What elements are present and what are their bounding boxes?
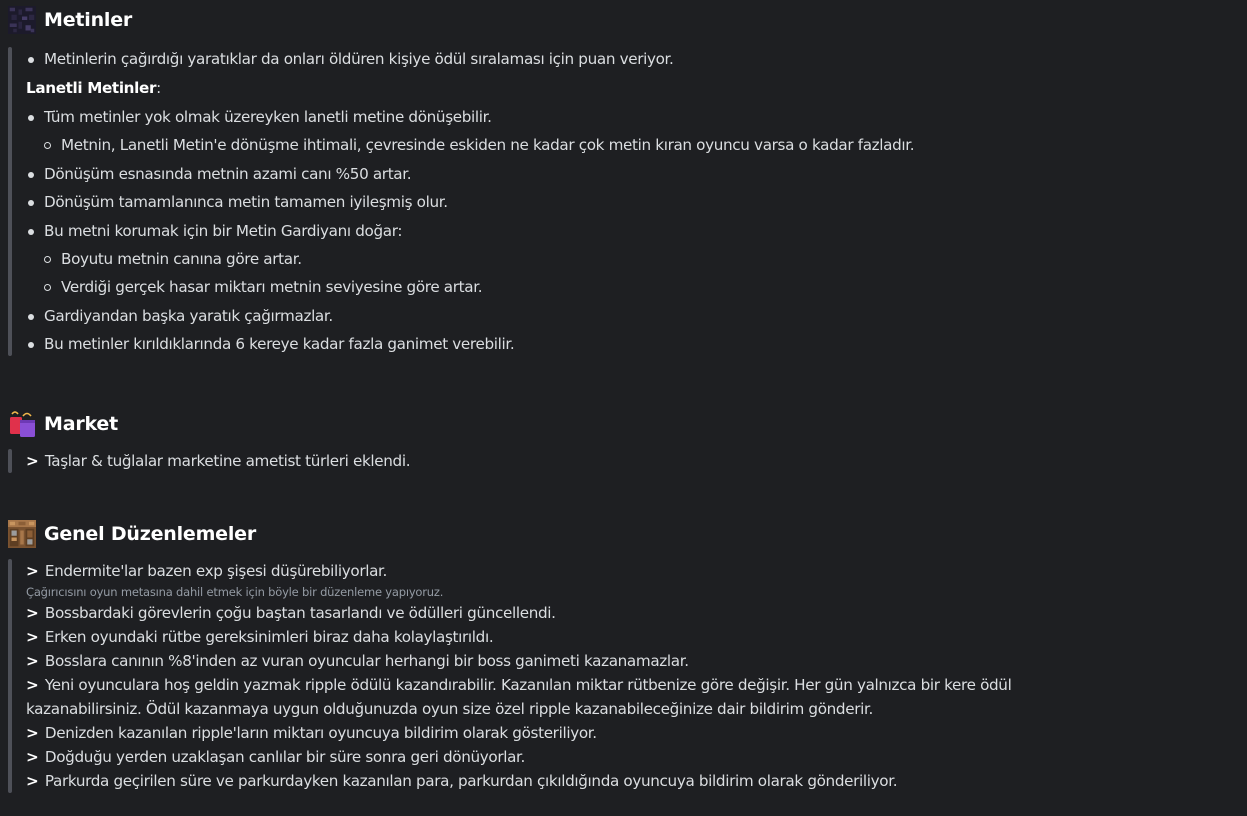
quote-marker: > xyxy=(26,652,39,670)
list-item: Metinlerin çağırdığı yaratıklar da onları öldüren kişiye ödül sıralaması için puan veriyor. xyxy=(26,47,1238,71)
quote-marker: > xyxy=(26,748,39,766)
quote-line xyxy=(26,649,1238,673)
list-item: Dönüşüm esnasında metnin azami canı %50 artar. xyxy=(26,162,1238,186)
subtext-note: Çağırıcısını oyun metasına dahil etmek için böyle bir düzenleme yapıyoruz. xyxy=(26,585,444,599)
section-heading xyxy=(8,6,1238,34)
quote-line xyxy=(26,721,1238,745)
quote-marker: > xyxy=(26,676,39,694)
quote-line xyxy=(26,559,1238,583)
sub-list-item: Boyutu metnin canına göre artar. xyxy=(26,247,1238,271)
line-text: Erken oyundaki rütbe gereksinimleri biraz daha kolaylaştırıldı. xyxy=(44,628,494,646)
section-genel-duzenlemeler xyxy=(8,520,1238,793)
section-title: Metinler xyxy=(44,9,133,31)
quote-line xyxy=(26,601,1238,625)
line-text: Bosslara canının %8'inden az vuran oyuncular herhangi bir boss ganimeti kazanamazlar. xyxy=(44,652,689,670)
section-metinler xyxy=(8,6,1238,356)
line-text: Denizden kazanılan ripple'ların miktarı oyuncuya bildirim olarak gösteriliyor. xyxy=(44,724,597,742)
quote-marker: > xyxy=(26,628,39,646)
line-text: Doğduğu yerden uzaklaşan canlılar bir süre sonra geri dönüyorlar. xyxy=(44,748,526,766)
quote-line xyxy=(26,673,1026,721)
section-title: Market xyxy=(44,413,118,435)
line-text: Parkurda geçirilen süre ve parkurdayken kazanılan para, parkurdan çıkıldığında oyuncuya bildirim olarak gönderiliyor. xyxy=(44,772,898,790)
shopping-bags-icon xyxy=(8,410,36,438)
sub-list-item: Metnin, Lanetli Metin'e dönüşme ihtimali, çevresinde eskiden ne kadar çok metin kıran oyuncu varsa o kadar fazladır. xyxy=(26,133,1238,157)
quote-marker: > xyxy=(26,772,39,790)
quote-line xyxy=(26,745,1238,769)
line-text: Yeni oyunculara hoş geldin yazmak ripple ödülü kazandırabilir. Kazanılan miktar rütbenize göre değişir. Her gün yalnızca bir kere ödül kazanabilirsiniz. Ödül kazanmaya uygun olduğunuzda oyun size özel ripple kazanabileceğinize dair bildirim gönderir. xyxy=(26,676,1012,718)
blockquote xyxy=(8,559,1238,793)
quote-marker: > xyxy=(26,724,39,742)
subheading xyxy=(26,76,1238,100)
list-item: Dönüşüm tamamlanınca metin tamamen iyileşmiş olur. xyxy=(26,190,1238,214)
line-text: Taşlar & tuğlalar marketine ametist türleri eklendi. xyxy=(44,452,411,470)
list-item: Tüm metinler yok olmak üzereyken lanetli metine dönüşebilir. xyxy=(26,105,1238,129)
quote-line xyxy=(26,769,1238,793)
line-text: Bossbardaki görevlerin çoğu baştan tasarlandı ve ödülleri güncellendi. xyxy=(44,604,556,622)
blockquote xyxy=(8,449,1238,473)
quote-marker: > xyxy=(26,562,39,580)
crafting-table-icon xyxy=(8,520,36,548)
subheading-bold: Lanetli Metinler xyxy=(26,79,157,97)
list-item: Gardiyandan başka yaratık çağırmazlar. xyxy=(26,304,1238,328)
subheading-colon: : xyxy=(156,79,161,97)
quote-line xyxy=(26,625,1238,649)
section-heading xyxy=(8,520,1238,548)
list-item: Bu metinler kırıldıklarında 6 kereye kadar fazla ganimet verebilir. xyxy=(26,332,1238,356)
section-heading xyxy=(8,410,1238,438)
quote-marker: > xyxy=(26,604,39,622)
sub-list-item: Verdiği gerçek hasar miktarı metnin seviyesine göre artar. xyxy=(26,275,1238,299)
section-market xyxy=(8,410,1238,473)
section-title: Genel Düzenlemeler xyxy=(44,523,257,545)
quote-marker: > xyxy=(26,452,39,470)
ore-block-icon xyxy=(8,6,36,34)
line-text: Endermite'lar bazen exp şişesi düşürebiliyorlar. xyxy=(44,562,388,580)
blockquote xyxy=(8,47,1238,356)
list-item: Bu metni korumak için bir Metin Gardiyanı doğar: xyxy=(26,219,1238,243)
quote-line xyxy=(26,449,1238,473)
